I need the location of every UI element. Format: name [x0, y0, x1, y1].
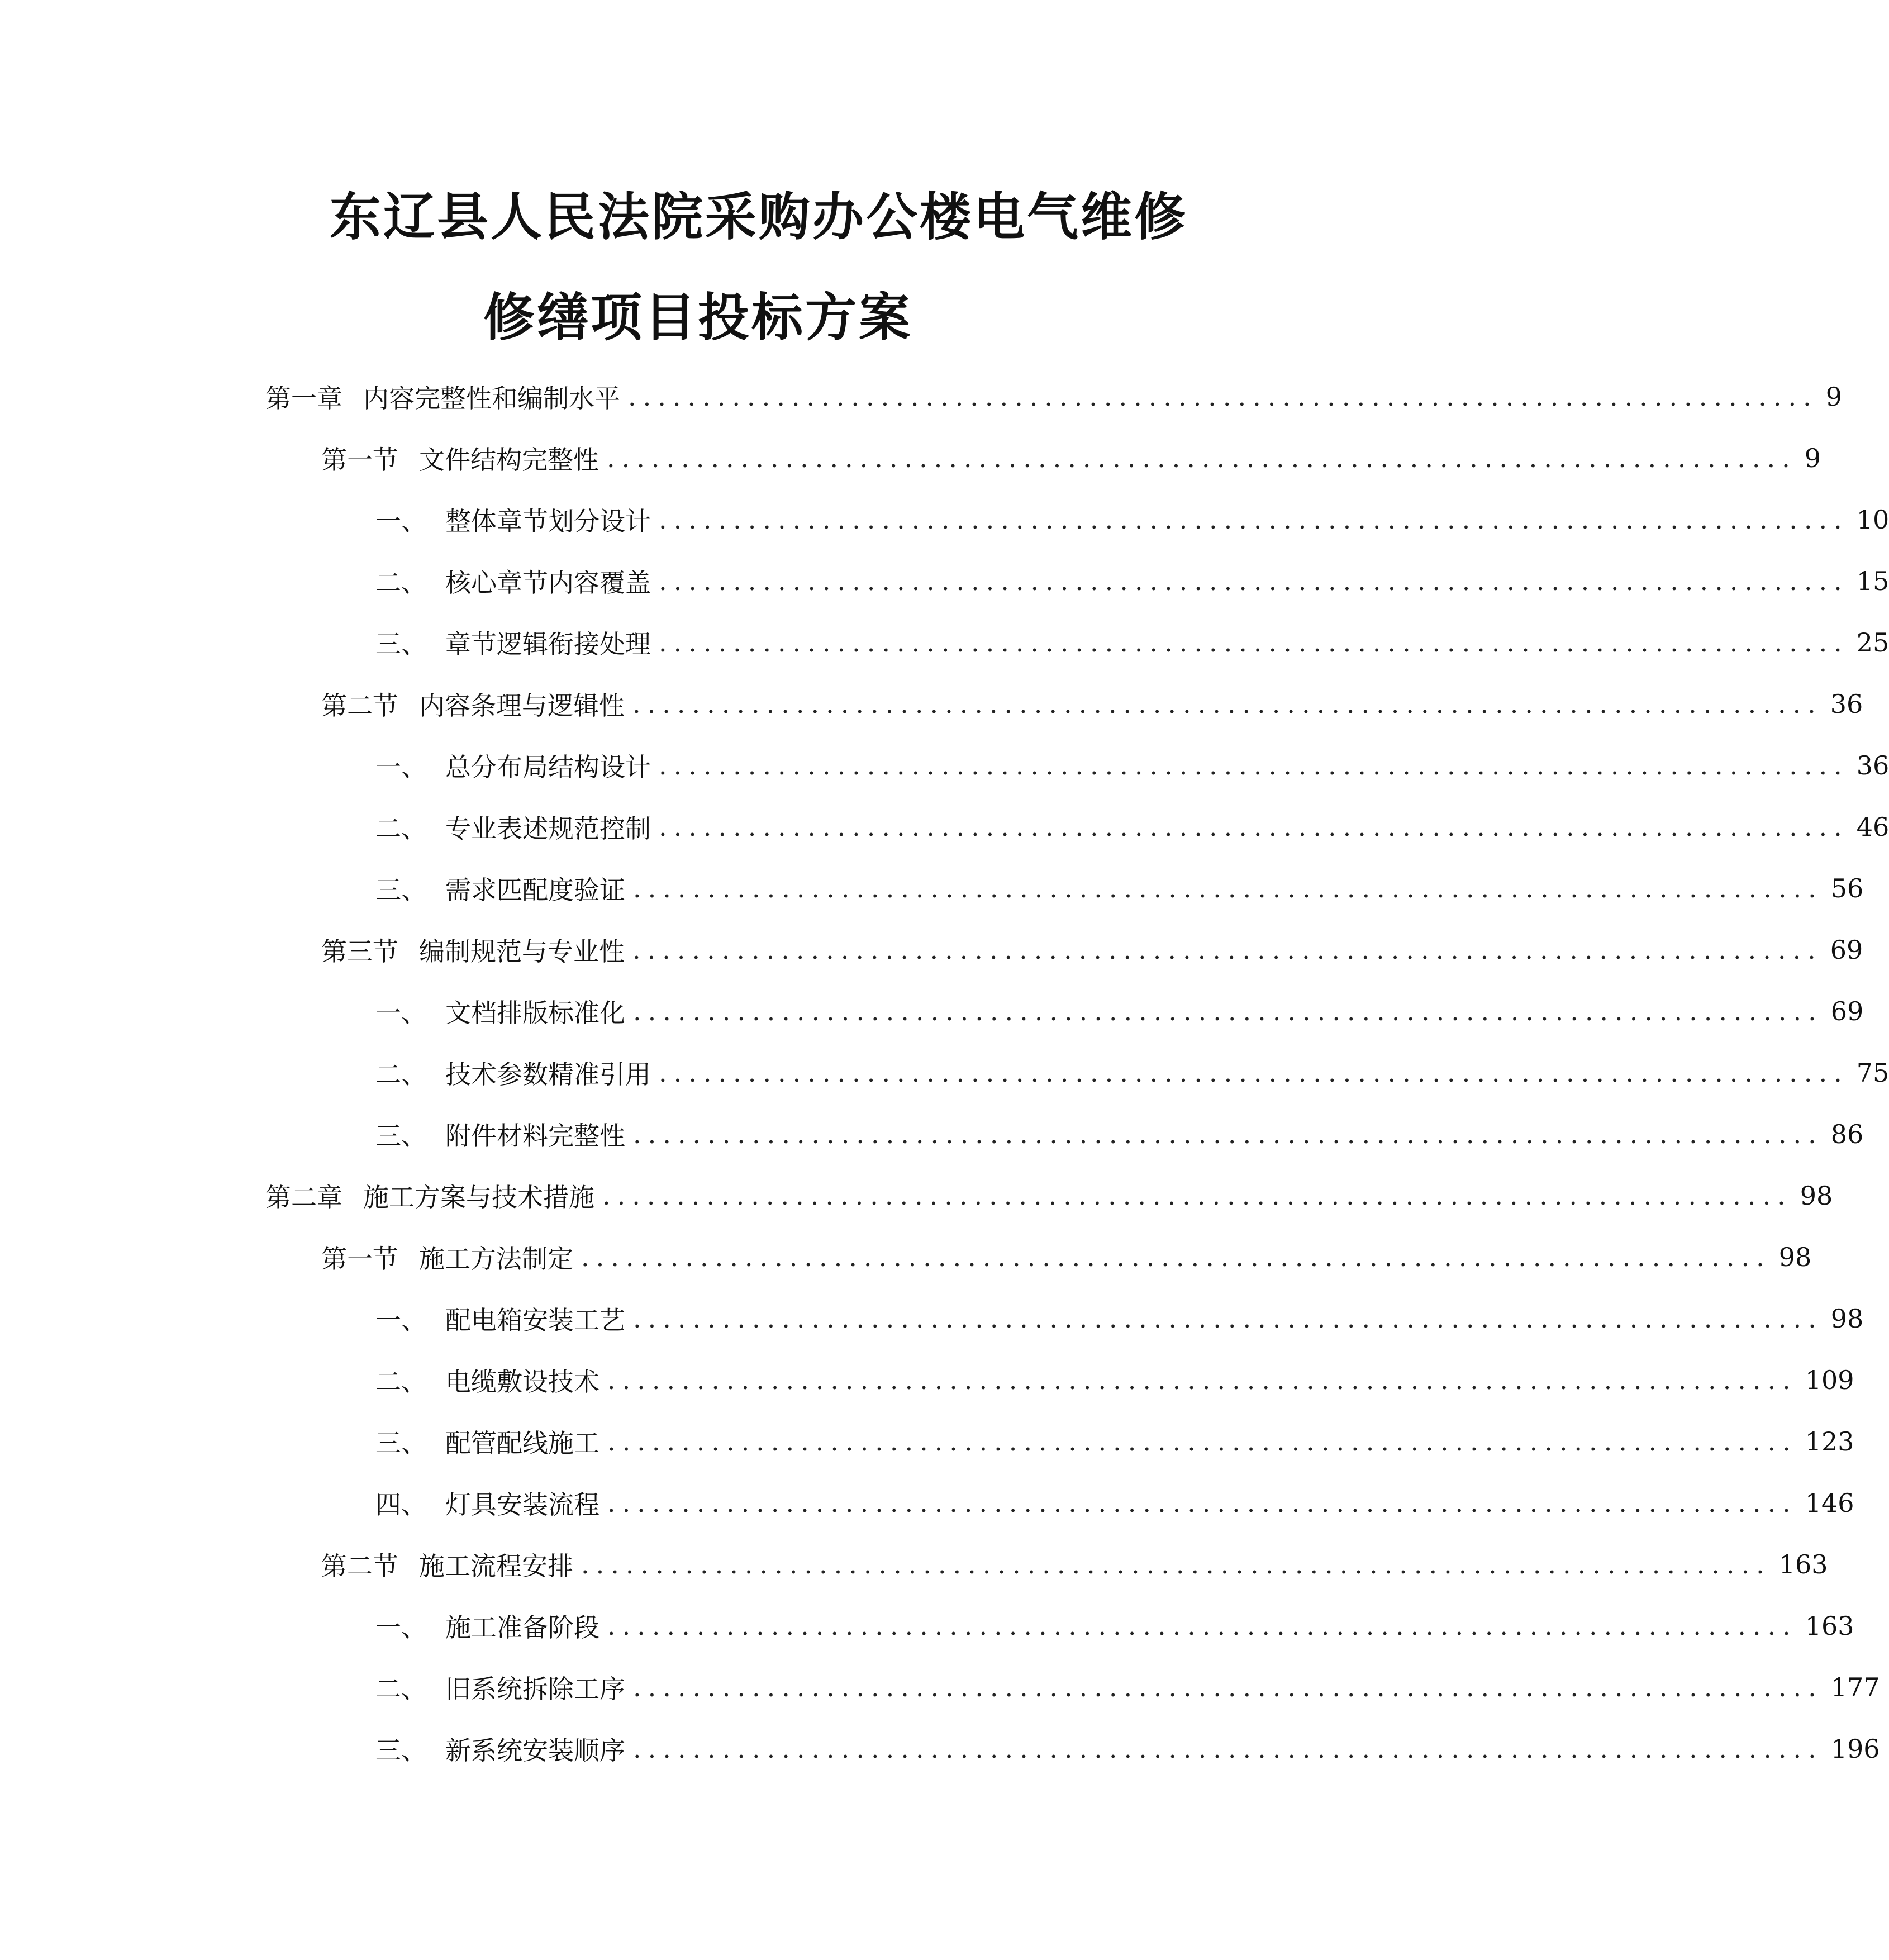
toc-entry-title: 内容完整性和编制水平	[363, 383, 620, 413]
toc-dot-leader: ................................................................................	[659, 812, 1849, 842]
toc-page-number: 123	[1805, 1426, 1854, 1457]
toc-entry-title: 专业表述规范控制	[445, 814, 651, 844]
toc-page-number: 177	[1830, 1672, 1880, 1702]
toc-entry-item[interactable]	[375, 1595, 1854, 1657]
toc-entry-title: 章节逻辑衔接处理	[445, 629, 651, 659]
toc-page-number: 109	[1805, 1365, 1854, 1395]
toc-entry-title: 电缆敷设技术	[445, 1367, 599, 1397]
toc-page-number: 98	[1800, 1181, 1833, 1211]
toc-entry-number: 三、	[375, 1121, 427, 1151]
toc-entry-title: 内容条理与逻辑性	[419, 691, 625, 721]
toc-dot-leader: ................................................................................	[607, 1365, 1797, 1395]
toc-page-number: 9	[1825, 382, 1843, 412]
toc-entry-item[interactable]	[375, 1349, 1854, 1411]
toc-entry-section[interactable]	[321, 1534, 1828, 1595]
toc-entry-title: 编制规范与专业性	[419, 936, 625, 967]
toc-page-number: 163	[1778, 1549, 1828, 1580]
toc-entry-item[interactable]	[375, 489, 1889, 550]
toc-entry-item[interactable]	[375, 1411, 1854, 1472]
toc-entry-item[interactable]	[375, 796, 1889, 858]
toc-entry-title: 配管配线施工	[445, 1428, 599, 1458]
toc-entry-chapter[interactable]	[265, 1165, 1833, 1226]
toc-entry-number: 一、	[375, 1612, 427, 1643]
toc-entry-item[interactable]	[375, 1472, 1854, 1534]
toc-entry-number: 二、	[375, 568, 427, 598]
toc-entry-item[interactable]	[375, 1288, 1864, 1349]
toc-entry-item[interactable]	[375, 981, 1864, 1042]
toc-entry-number: 二、	[375, 1059, 427, 1090]
toc-page-number: 75	[1856, 1058, 1889, 1088]
toc-entry-item[interactable]	[375, 1657, 1880, 1718]
toc-entry-title: 总分布局结构设计	[445, 752, 651, 782]
toc-dot-leader: ................................................................................	[633, 873, 1823, 903]
toc-entry-chapter[interactable]	[265, 366, 1843, 427]
toc-page-number: 36	[1830, 689, 1863, 719]
toc-dot-leader: ................................................................................	[602, 1181, 1792, 1211]
toc-page-number: 146	[1805, 1488, 1854, 1518]
toc-entry-title: 配电箱安装工艺	[445, 1305, 625, 1335]
toc-entry-number: 二、	[375, 1674, 427, 1704]
toc-entry-item[interactable]	[375, 1103, 1864, 1165]
toc-page-number: 163	[1805, 1611, 1854, 1641]
toc-entry-number: 第一节	[321, 1244, 398, 1274]
toc-page-number: 46	[1856, 812, 1889, 842]
toc-entry-number: 三、	[375, 1735, 427, 1766]
toc-page-number: 69	[1830, 996, 1864, 1026]
toc-entry-item[interactable]	[375, 1718, 1880, 1780]
toc-entry-title: 施工方案与技术措施	[363, 1182, 594, 1212]
toc-entry-number: 四、	[375, 1490, 427, 1520]
toc-entry-number: 第一章	[265, 383, 342, 413]
toc-dot-leader: ................................................................................	[633, 1304, 1823, 1334]
toc-page-number: 10	[1856, 505, 1889, 535]
toc-entry-number: 三、	[375, 629, 427, 659]
toc-dot-leader: ................................................................................	[607, 1488, 1797, 1518]
toc-entry-title: 旧系统拆除工序	[445, 1674, 625, 1704]
toc-dot-leader: ................................................................................	[633, 1734, 1823, 1764]
toc-dot-leader: ................................................................................	[659, 566, 1849, 596]
toc-entry-item[interactable]	[375, 612, 1889, 673]
toc-entry-title: 施工准备阶段	[445, 1612, 599, 1643]
toc-entry-title: 整体章节划分设计	[445, 506, 651, 536]
toc-entry-number: 一、	[375, 752, 427, 782]
toc-dot-leader: ................................................................................	[581, 1549, 1771, 1580]
toc-entry-number: 三、	[375, 875, 427, 905]
document-title-line-1: 东辽县人民法院采购办公楼电气维修	[330, 187, 1188, 247]
toc-dot-leader: ................................................................................	[607, 1611, 1797, 1641]
toc-entry-title: 技术参数精准引用	[445, 1059, 651, 1090]
toc-entry-section[interactable]	[321, 919, 1863, 981]
toc-entry-number: 一、	[375, 998, 427, 1028]
toc-page-number: 196	[1830, 1734, 1880, 1764]
toc-entry-title: 附件材料完整性	[445, 1121, 625, 1151]
toc-entry-section[interactable]	[321, 1226, 1812, 1288]
toc-page-number: 15	[1856, 566, 1889, 596]
toc-entry-title: 需求匹配度验证	[445, 875, 625, 905]
toc-dot-leader: ................................................................................	[633, 996, 1823, 1026]
toc-dot-leader: ................................................................................	[632, 689, 1823, 719]
toc-entry-section[interactable]	[321, 673, 1863, 735]
toc-dot-leader: ................................................................................	[633, 1672, 1823, 1702]
toc-dot-leader: ................................................................................	[633, 1119, 1823, 1149]
toc-page-number: 25	[1856, 627, 1889, 658]
toc-entry-number: 第一节	[321, 445, 398, 475]
toc-entry-number: 一、	[375, 1305, 427, 1335]
toc-dot-leader: ................................................................................	[659, 750, 1849, 781]
toc-dot-leader: ................................................................................	[659, 627, 1849, 658]
toc-dot-leader: ................................................................................	[607, 443, 1797, 473]
toc-entry-title: 施工方法制定	[419, 1244, 573, 1274]
toc-entry-number: 二、	[375, 814, 427, 844]
toc-dot-leader: ................................................................................	[659, 1058, 1849, 1088]
toc-entry-title: 文档排版标准化	[445, 998, 625, 1028]
toc-dot-leader: ................................................................................	[581, 1242, 1771, 1272]
toc-dot-leader: ................................................................................	[607, 1426, 1797, 1457]
toc-page-number: 36	[1856, 750, 1889, 781]
toc-entry-number: 第三节	[321, 936, 398, 967]
toc-entry-number: 第二节	[321, 691, 398, 721]
toc-entry-title: 文件结构完整性	[419, 445, 599, 475]
toc-page-number: 98	[1830, 1304, 1864, 1334]
toc-page-number: 9	[1804, 443, 1821, 473]
toc-entry-item[interactable]	[375, 550, 1889, 612]
document-title-line-2: 修缮项目投标方案	[483, 288, 913, 348]
toc-entry-item[interactable]	[375, 1042, 1889, 1103]
toc-entry-title: 灯具安装流程	[445, 1490, 599, 1520]
toc-page-number: 56	[1830, 873, 1864, 903]
toc-entry-number: 三、	[375, 1428, 427, 1458]
toc-entry-item[interactable]	[375, 735, 1889, 796]
toc-entry-number: 第二节	[321, 1551, 398, 1581]
toc-dot-leader: ................................................................................	[632, 935, 1823, 965]
toc-page-number: 86	[1830, 1119, 1864, 1149]
toc-page-number: 98	[1778, 1242, 1812, 1272]
toc-dot-leader: ................................................................................	[659, 505, 1849, 535]
toc-entry-number: 二、	[375, 1367, 427, 1397]
toc-entry-item[interactable]	[375, 858, 1864, 919]
toc-entry-title: 核心章节内容覆盖	[445, 568, 651, 598]
toc-entry-title: 施工流程安排	[419, 1551, 573, 1581]
toc-entry-section[interactable]	[321, 427, 1821, 489]
toc-entry-number: 一、	[375, 506, 427, 536]
toc-page-number: 69	[1830, 935, 1863, 965]
toc-entry-title: 新系统安装顺序	[445, 1735, 625, 1766]
toc-entry-number: 第二章	[265, 1182, 342, 1212]
toc-dot-leader: ................................................................................	[628, 382, 1818, 412]
